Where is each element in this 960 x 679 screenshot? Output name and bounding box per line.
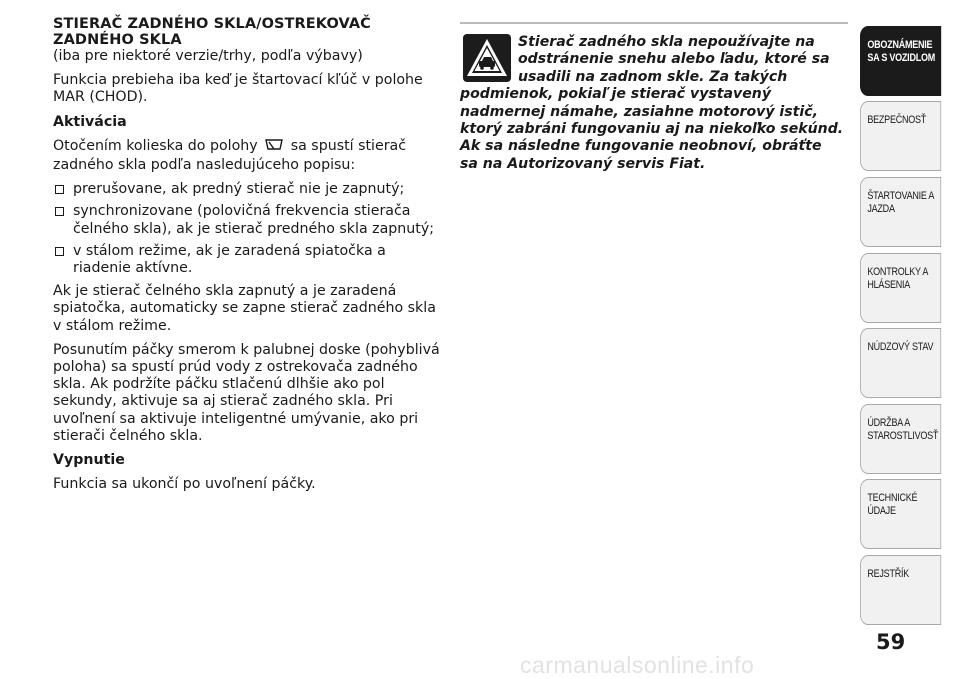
main-column xyxy=(53,16,448,500)
list-item: v stálom režime, ak je zaradená spiatočka a riadenie aktívne. xyxy=(53,243,448,277)
tab-rejstrik[interactable]: REJSTŘÍK xyxy=(860,555,941,625)
paragraph-reverse: Ak je stierač čelného skla zapnutý a je zaradená spiatočka, automaticky se zapne stierač zadného skla v stálom režime. xyxy=(53,283,436,334)
tab-bezpecnost[interactable]: BEZPEČNOSŤ xyxy=(860,101,941,171)
tab-udrzba[interactable]: ÚDRŽBA A STAROSTLIVOSŤ xyxy=(860,404,941,474)
bullet-box-icon xyxy=(55,247,64,256)
bullet-box-icon xyxy=(55,207,64,216)
availability-note: (iba pre niektoré verzie/trhy, podľa výbavy) xyxy=(53,48,363,64)
watermark: carmanualsonline.info xyxy=(520,652,755,678)
list-item: prerušovane, ak predný stierač nie je zapnutý; xyxy=(53,181,448,198)
tab-oboznamenie[interactable]: OBOZNÁMENIE SA S VOZIDLOM xyxy=(860,26,941,96)
warning-text: Stierač zadného skla nepoužívajte na odstránenie snehu alebo ľadu, ktoré sa usadili na zadnom skle. Za takých podmienok, pokiaľ je stierač vystavený nadmernej námahe, zasiahne motorový istič, ktorý zabráni fungovaniu aj na niekoľko sekúnd. Ak sa následne fungovanie neobnoví, obráťte sa na Autorizovaný servis Fiat. xyxy=(460,34,844,172)
section-heading: STIERAČ ZADNÉHO SKLA/OSTREKOVAČ ZADNÉHO SKLA xyxy=(53,16,371,48)
paragraph-washer: Posunutím páčky smerom k palubnej doske (pohyblivá poloha) sa spustí prúd vody z ostrekovača zadného skla. Ak podržíte páčku stlačenú dlhšie ako pol sekundy, aktivuje sa aj stierač zadného skla. Pri uvoľnení sa aktivuje inteligentné umývanie, ako pri stierači čelného skla. xyxy=(53,341,440,444)
activation-paragraph: Otočením kolieska do polohy sa spustí stierač zadného skla podľa nasledujúceho popisu: xyxy=(53,137,407,174)
tab-startovanie[interactable]: ŠTARTOVANIE A JAZDA xyxy=(860,177,941,247)
warning-triangle-icon xyxy=(463,34,511,82)
paragraph-key-position: Funkcia prebieha iba keď je štartovací kľúč v polohe MAR (CHOD). xyxy=(53,72,423,106)
tab-technicke-udaje[interactable]: TECHNICKÉ ÚDAJE xyxy=(860,479,941,549)
bullet-box-icon xyxy=(55,185,64,194)
activation-title: Aktivácia xyxy=(53,113,127,130)
wiper-mode-list xyxy=(53,181,448,277)
tab-nudzovy-stav[interactable]: NÚDZOVÝ STAV xyxy=(860,328,941,398)
tab-kontrolky[interactable]: KONTROLKY A HLÁSENIA xyxy=(860,253,941,323)
deactivation-paragraph: Funkcia sa ukončí po uvoľnení páčky. xyxy=(53,476,316,493)
chapter-tabs xyxy=(858,0,960,678)
warning-box xyxy=(460,22,848,173)
page-number: 59 xyxy=(876,630,906,654)
rear-wiper-icon xyxy=(264,138,284,157)
deactivation-title: Vypnutie xyxy=(53,452,125,469)
list-item: synchronizovane (polovičná frekvencia stierača čelného skla), ak je stierač predného skla zapnutý; xyxy=(53,203,448,237)
